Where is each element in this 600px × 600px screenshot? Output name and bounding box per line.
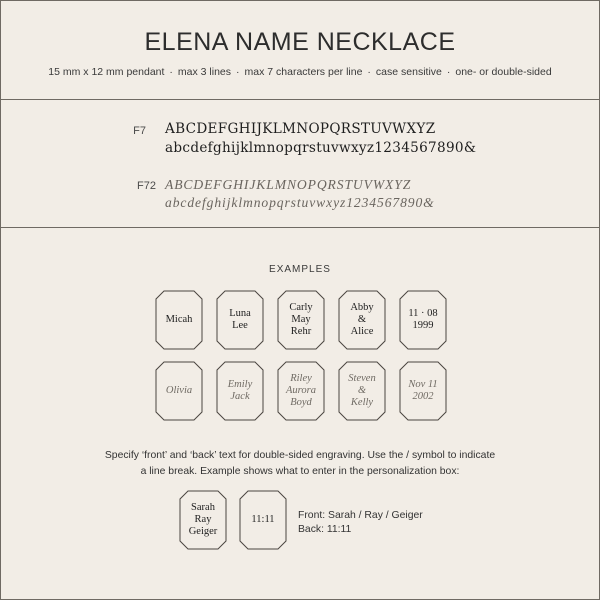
header-divider: [0, 99, 600, 100]
font-f72-uppercase: ABCDEFGHIJKLMNOPQRSTUVWXYZ: [165, 177, 412, 192]
back-example-tag: 11:11: [239, 490, 287, 550]
example-tag: Micah: [155, 290, 203, 350]
spec-sides: one- or double-sided: [455, 66, 552, 78]
spec-lines: max 3 lines: [177, 66, 232, 78]
examples-heading: EXAMPLES: [269, 264, 331, 275]
top-border: [0, 0, 600, 1]
example-tag: Nov 11 2002: [399, 361, 447, 421]
font-f7-lowercase: abcdefghijklmnopqrstuvwxyz1234567890&: [165, 140, 477, 156]
example-tag: Emily Jack: [216, 361, 264, 421]
font-f72-lowercase: abcdefghijklmnopqrstuvwxyz1234567890&: [165, 195, 435, 210]
font-code-f7: F7: [133, 125, 146, 137]
front-example-tag: Sarah Ray Geiger: [179, 490, 227, 550]
back-entry-text: Back: 11:11: [298, 524, 352, 535]
front-entry-text: Front: Sarah / Ray / Geiger: [298, 510, 423, 521]
double-sided-instructions: Specify ‘front’ and ‘back’ text for double-sided engraving. Use the / symbol to indicate a line break. Example shows what to enter in the personalization box:: [104, 450, 496, 477]
spec-size: 15 mm x 12 mm pendant: [48, 66, 165, 78]
example-tag: Steven & Kelly: [338, 361, 386, 421]
font-f7-uppercase: ABCDEFGHIJKLMNOPQRSTUVWXYZ: [165, 121, 436, 137]
example-tag: Abby & Alice: [338, 290, 386, 350]
fonts-divider: [0, 227, 600, 228]
spec-line: 15 mm x 12 mm pendant · max 3 lines · max 7 characters per line · case sensitive · one- or double-sided: [48, 66, 552, 78]
example-tag: Luna Lee: [216, 290, 264, 350]
example-tag: Carly May Rehr: [277, 290, 325, 350]
example-tag: 11 · 08 1999: [399, 290, 447, 350]
spec-characters: max 7 characters per line: [244, 66, 363, 78]
example-tag: Olivia: [155, 361, 203, 421]
spec-case: case sensitive: [375, 66, 442, 78]
page-title: ELENA NAME NECKLACE: [144, 28, 456, 56]
example-tag: Riley Aurora Boyd: [277, 361, 325, 421]
left-border: [0, 0, 1, 600]
font-code-f72: F72: [137, 180, 156, 192]
